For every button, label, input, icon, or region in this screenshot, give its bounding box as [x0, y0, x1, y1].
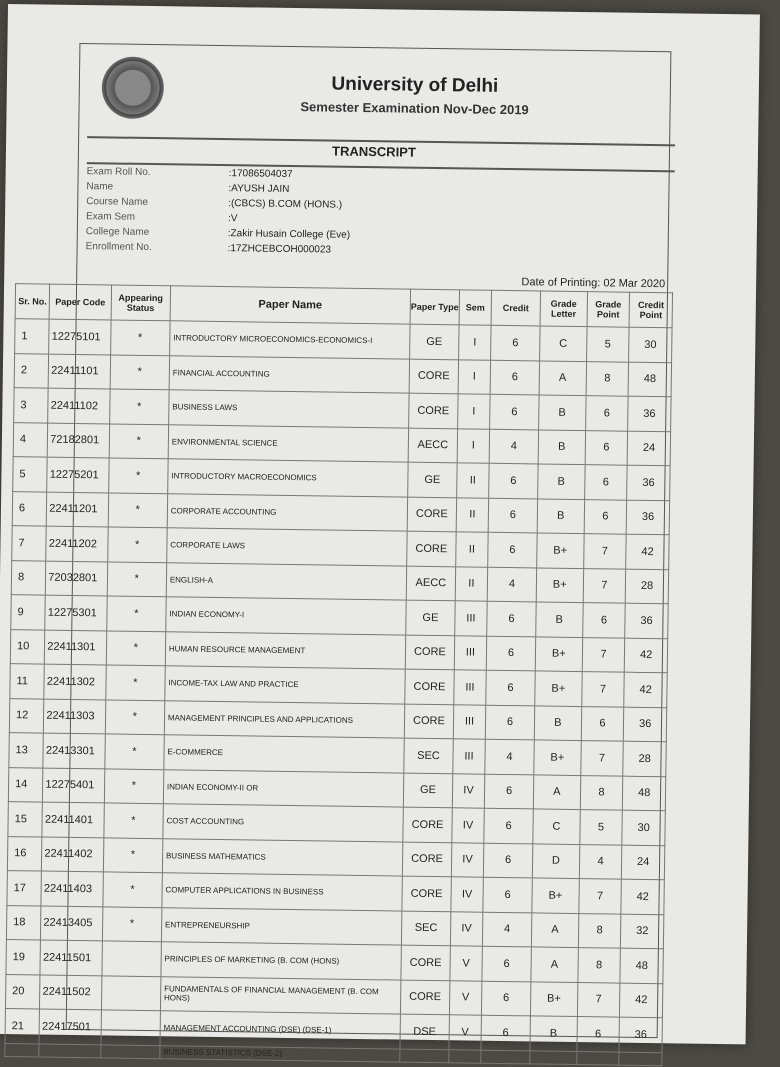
table-cell: CORE — [409, 359, 458, 394]
table-cell: 12275301 — [45, 595, 107, 630]
table-cell: BUSINESS STATISTICS (DSE-2) — [160, 1045, 400, 1061]
table-cell: 36 — [625, 603, 668, 638]
table-cell: * — [105, 665, 165, 700]
table-cell: 22411201 — [47, 492, 109, 527]
table-cell: 7 — [579, 879, 622, 914]
table-cell: FINANCIAL ACCOUNTING — [169, 355, 410, 393]
table-cell: 30 — [622, 810, 665, 845]
col-header: Appearing Status — [111, 285, 171, 321]
table-cell: 6 — [486, 636, 535, 671]
table-cell: 13 — [9, 733, 44, 768]
table-cell: 32 — [621, 914, 664, 949]
col-header: Credit — [491, 290, 540, 326]
table-cell: 16 — [7, 836, 42, 871]
col-header: Grade Letter — [540, 291, 587, 327]
table-cell: 28 — [623, 741, 666, 776]
table-cell: * — [106, 630, 166, 665]
table-cell: 6 — [483, 877, 532, 912]
table-cell: 21 — [5, 1009, 40, 1044]
table-cell: CORE — [404, 704, 453, 739]
table-cell: CORE — [401, 945, 450, 980]
col-header: Grade Point — [587, 292, 630, 328]
table-cell: INTRODUCTORY MACROECONOMICS — [168, 459, 409, 497]
table-cell: SEC — [404, 738, 453, 773]
table-cell: 6 — [489, 463, 538, 498]
table-cell: * — [107, 527, 167, 562]
table-cell: MANAGEMENT ACCOUNTING (DSE) (DSE-1) — [160, 1011, 401, 1049]
table-cell: A — [533, 774, 580, 809]
table-cell: C — [539, 326, 586, 361]
table-cell — [400, 1049, 449, 1063]
table-cell — [5, 1043, 39, 1056]
table-cell: CORE — [402, 876, 451, 911]
table-cell: 22411303 — [44, 699, 106, 734]
table-cell: 22411302 — [44, 664, 106, 699]
table-cell: 20 — [5, 974, 40, 1009]
table-cell: 5 — [586, 327, 629, 362]
print-date: Date of Printing: 02 Mar 2020 — [521, 276, 666, 291]
info-value: :AYUSH JAIN — [228, 183, 290, 195]
table-cell: A — [531, 947, 578, 982]
table-cell: B — [539, 395, 586, 430]
table-cell: 72182801 — [47, 423, 109, 458]
col-header: Credit Point — [629, 292, 672, 328]
table-cell: CORE — [407, 531, 456, 566]
info-value: :(CBCS) B.COM (HONS.) — [228, 198, 343, 211]
table-cell: 36 — [626, 500, 669, 535]
table-cell: 48 — [620, 948, 663, 983]
table-cell: 12 — [9, 698, 44, 733]
table-cell: 72032801 — [46, 561, 108, 596]
table-cell: * — [104, 768, 164, 803]
table-cell: III — [454, 635, 487, 670]
table-cell: 12275401 — [43, 768, 105, 803]
info-value: :Zakir Husain College (Eve) — [227, 228, 351, 241]
table-cell: 6 — [481, 1015, 530, 1050]
table-cell: * — [104, 734, 164, 769]
table-cell: IV — [452, 773, 485, 808]
table-cell: * — [103, 837, 163, 872]
table-cell: B — [530, 1016, 577, 1051]
table-body — [5, 319, 672, 1066]
table-cell: II — [455, 566, 488, 601]
table-cell: 22411202 — [46, 526, 108, 561]
table-cell: B — [537, 498, 584, 533]
table-cell: 18 — [6, 905, 41, 940]
table-cell: DSE — [400, 1014, 449, 1049]
table-cell: 6 — [487, 601, 536, 636]
table-cell: GE — [410, 324, 459, 359]
table-cell: 6 — [585, 396, 628, 431]
table-cell: 6 — [581, 706, 624, 741]
table-cell: 6 — [491, 325, 540, 360]
table-cell: 7 — [581, 672, 624, 707]
table-cell: 36 — [627, 465, 670, 500]
table-cell: 6 — [584, 465, 627, 500]
table-cell: B+ — [536, 567, 583, 602]
table-cell: A — [539, 360, 586, 395]
info-label: Exam Roll No. — [86, 166, 151, 179]
table-cell: 8 — [580, 775, 623, 810]
table-cell: * — [105, 699, 165, 734]
table-cell — [39, 1044, 101, 1058]
table-cell: 17 — [7, 871, 42, 906]
table-cell: B — [536, 602, 583, 637]
table-cell: I — [457, 394, 490, 429]
table-cell: * — [110, 354, 170, 389]
table-cell: 6 — [486, 670, 535, 705]
table-cell: 4 — [485, 739, 534, 774]
table-cell: 6 — [490, 394, 539, 429]
table-cell: 7 — [12, 526, 47, 561]
table-cell: CORPORATE ACCOUNTING — [167, 493, 408, 531]
table-cell: B+ — [535, 671, 582, 706]
table-cell: 22411101 — [48, 354, 110, 389]
table-cell: 28 — [625, 569, 668, 604]
table-cell: FUNDAMENTALS OF FINANCIAL MANAGEMENT (B. COM HONS) — [160, 976, 401, 1014]
table-cell: 6 — [488, 498, 537, 533]
table-cell: * — [108, 458, 168, 493]
table-cell: 48 — [628, 362, 671, 397]
info-value: :V — [227, 213, 238, 225]
table-cell: AECC — [406, 566, 455, 601]
table-cell: 3 — [14, 388, 49, 423]
table-cell: C — [533, 809, 580, 844]
table-cell: * — [103, 803, 163, 838]
table-cell — [576, 1051, 619, 1065]
table-cell: MANAGEMENT PRINCIPLES AND APPLICATIONS — [164, 700, 405, 738]
table-cell: 6 — [482, 946, 531, 981]
table-cell: B+ — [535, 636, 582, 671]
table-cell: BUSINESS LAWS — [169, 390, 410, 428]
table-cell: 22411102 — [48, 388, 110, 423]
table-cell: 8 — [578, 948, 621, 983]
table-cell: III — [453, 704, 486, 739]
table-cell: 6 — [582, 603, 625, 638]
table-cell: 7 — [582, 637, 625, 672]
table-cell: 24 — [622, 845, 665, 880]
table-cell — [101, 975, 161, 1010]
table-cell: 5 — [13, 457, 48, 492]
info-label: Course Name — [86, 196, 149, 208]
transcript-title: TRANSCRIPT — [331, 143, 416, 160]
table-cell: 24 — [627, 431, 670, 466]
table-cell: B+ — [537, 533, 584, 568]
table-cell: 6 — [12, 491, 47, 526]
table-cell: I — [457, 428, 490, 463]
table-cell: E-COMMERCE — [164, 735, 405, 773]
table-cell: * — [107, 561, 167, 596]
table-cell: ENTREPRENEURSHIP — [161, 907, 402, 945]
table-cell: INDIAN ECONOMY-I — [166, 597, 407, 635]
table-cell: 12275201 — [47, 457, 109, 492]
table-cell: 22413301 — [43, 733, 105, 768]
table-cell: 10 — [10, 629, 45, 664]
table-cell: B+ — [532, 878, 579, 913]
table-cell: A — [531, 912, 578, 947]
table-cell: 8 — [586, 361, 629, 396]
table-cell: B — [534, 705, 581, 740]
transcript-document — [0, 4, 760, 1058]
table-cell: CORE — [405, 635, 454, 670]
col-header: Paper Name — [170, 286, 411, 324]
table-cell — [102, 941, 162, 976]
table-cell — [530, 1050, 577, 1064]
table-cell: * — [103, 872, 163, 907]
table-cell: IV — [450, 911, 483, 946]
table-cell: * — [109, 389, 169, 424]
table-cell: 42 — [620, 983, 663, 1018]
table-cell — [619, 1052, 662, 1066]
table-cell: 5 — [579, 810, 622, 845]
table-cell: II — [456, 497, 489, 532]
table-cell: COST ACCOUNTING — [163, 804, 404, 842]
col-header: Paper Code — [49, 284, 111, 320]
table-cell: CORPORATE LAWS — [167, 528, 408, 566]
table-cell: 6 — [490, 360, 539, 395]
table-cell: 7 — [583, 568, 626, 603]
table-cell: ENGLISH-A — [166, 562, 407, 600]
info-value: :17086504037 — [228, 168, 293, 180]
table-cell: III — [454, 670, 487, 705]
table-cell: SEC — [401, 911, 450, 946]
table-cell: B+ — [534, 740, 581, 775]
table-cell — [100, 1044, 159, 1058]
table-cell: 11 — [10, 664, 45, 699]
table-cell: 36 — [624, 707, 667, 742]
table-cell: 6 — [481, 981, 530, 1016]
info-label: Name — [86, 181, 114, 193]
table-cell: INDIAN ECONOMY-II OR — [163, 769, 404, 807]
table-cell: 8 — [578, 913, 621, 948]
table-cell: III — [453, 739, 486, 774]
table-cell: I — [458, 359, 491, 394]
table-cell: II — [456, 532, 489, 567]
table-cell: * — [110, 320, 170, 355]
university-name: University of Delhi — [331, 73, 499, 97]
table-cell: 6 — [483, 843, 532, 878]
table-cell: 42 — [626, 534, 669, 569]
table-cell: 6 — [488, 532, 537, 567]
table-cell: 30 — [629, 327, 672, 362]
table-cell: V — [449, 980, 482, 1015]
table-cell: GE — [403, 773, 452, 808]
table-cell: 22413405 — [41, 906, 103, 941]
table-cell: * — [109, 423, 169, 458]
table-cell: 6 — [485, 705, 534, 740]
table-cell: 6 — [584, 499, 627, 534]
table-cell: 42 — [624, 672, 667, 707]
info-value: :17ZHCEBCOH000023 — [227, 243, 332, 256]
table-cell — [481, 1050, 530, 1064]
table-cell: 14 — [8, 767, 43, 802]
table-cell: II — [456, 463, 489, 498]
table-cell: 36 — [619, 1017, 662, 1052]
table-cell — [449, 1049, 481, 1062]
table-cell: B — [538, 464, 585, 499]
table-cell: 19 — [6, 940, 41, 975]
table-cell: 48 — [623, 776, 666, 811]
table-cell: AECC — [408, 428, 457, 463]
table-cell: CORE — [407, 497, 456, 532]
table-cell: 8 — [11, 560, 46, 595]
table-cell: CORE — [402, 842, 451, 877]
table-cell: * — [106, 596, 166, 631]
table-cell: 22411403 — [41, 871, 103, 906]
table-cell: 4 — [579, 844, 622, 879]
info-label: Enrollment No. — [85, 241, 152, 254]
table-cell: 1 — [15, 319, 50, 354]
table-cell: 7 — [577, 982, 620, 1017]
table-cell: 42 — [621, 879, 664, 914]
table-cell: IV — [451, 877, 484, 912]
col-header: Paper Type — [410, 289, 459, 325]
table-cell: B — [538, 429, 585, 464]
table-cell: I — [458, 325, 491, 360]
table-cell: 4 — [487, 567, 536, 602]
table-cell: 7 — [583, 534, 626, 569]
table-cell: 22411501 — [40, 940, 102, 975]
table-cell: CORE — [409, 393, 458, 428]
table-cell: ENVIRONMENTAL SCIENCE — [168, 424, 409, 462]
exam-title: Semester Examination Nov-Dec 2019 — [300, 99, 529, 118]
table-cell: INCOME-TAX LAW AND PRACTICE — [165, 666, 406, 704]
col-header: Sr. No. — [15, 284, 50, 319]
table-cell: CORE — [403, 807, 452, 842]
table-cell: 2 — [14, 353, 49, 388]
table-cell: HUMAN RESOURCE MANAGEMENT — [165, 631, 406, 669]
table-cell: 4 — [13, 422, 48, 457]
table-cell: 9 — [11, 595, 46, 630]
student-info — [85, 166, 486, 262]
table-cell: 6 — [484, 774, 533, 809]
table-cell: 22411402 — [42, 837, 104, 872]
table-cell: COMPUTER APPLICATIONS IN BUSINESS — [162, 873, 403, 911]
table-cell: 15 — [8, 802, 43, 837]
marks-table — [4, 283, 673, 1066]
table-cell: 6 — [484, 808, 533, 843]
table-cell: 22411502 — [40, 975, 102, 1010]
table-cell: 7 — [580, 741, 623, 776]
table-cell: 22411301 — [45, 630, 107, 665]
table-cell: V — [449, 1015, 482, 1050]
table-cell: 6 — [585, 430, 628, 465]
table-cell: INTRODUCTORY MICROECONOMICS-ECONOMICS-I — [169, 321, 410, 359]
table-cell: CORE — [405, 669, 454, 704]
table-cell: D — [532, 843, 579, 878]
table-cell: 6 — [577, 1017, 620, 1052]
table-cell: GE — [406, 600, 455, 635]
table-cell: V — [450, 946, 483, 981]
info-label: Exam Sem — [85, 211, 136, 223]
table-cell: * — [108, 492, 168, 527]
document-frame — [11, 43, 672, 1058]
table-cell: BUSINESS MATHEMATICS — [162, 838, 403, 876]
table-cell: CORE — [400, 980, 449, 1015]
table-cell: 22417501 — [39, 1009, 101, 1044]
table-cell: 22411401 — [42, 802, 104, 837]
table-cell: 36 — [628, 396, 671, 431]
info-label: College Name — [85, 226, 150, 238]
table-cell: III — [455, 601, 488, 636]
table-cell: GE — [408, 462, 457, 497]
table-cell: 4 — [482, 912, 531, 947]
col-header: Sem — [459, 290, 492, 325]
table-cell: B+ — [530, 981, 577, 1016]
table-cell: 4 — [489, 429, 538, 464]
table-cell: PRINCIPLES OF MARKETING (B. COM (HONS) — [161, 942, 402, 980]
table-cell: IV — [452, 808, 485, 843]
table-cell: * — [102, 906, 162, 941]
table-cell: 42 — [625, 638, 668, 673]
table-cell: IV — [451, 842, 484, 877]
table-cell: 12275101 — [49, 319, 111, 354]
